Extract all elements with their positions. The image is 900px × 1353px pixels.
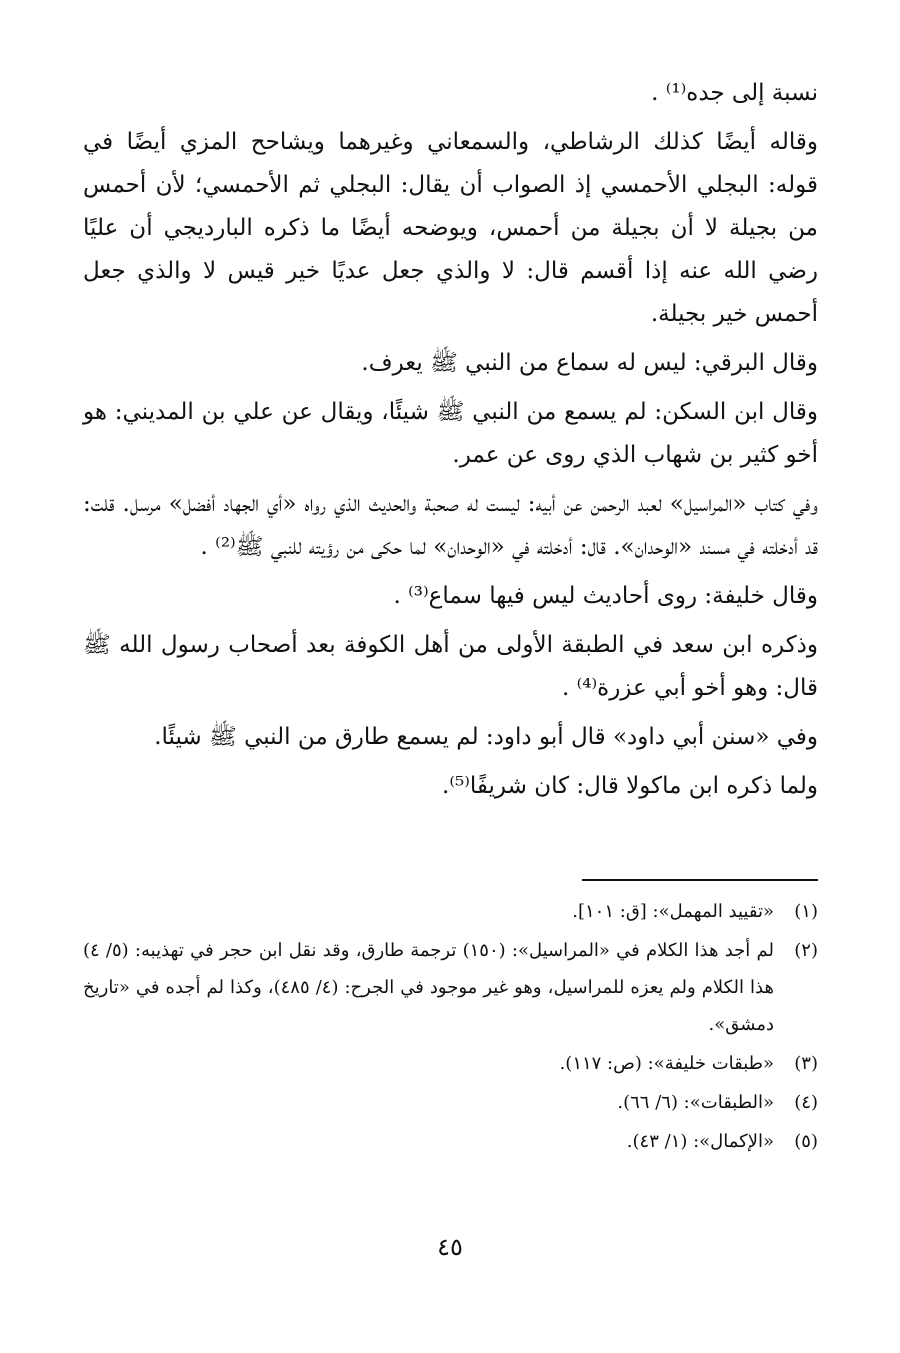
footnote-marker: (١): [794, 901, 818, 922]
footnote-text: «تقييد المهمل»: [ق: ١٠١].: [572, 901, 774, 922]
footnote-text: «طبقات خليفة»: (ص: ١١٧).: [559, 1053, 774, 1074]
footnote-divider: [582, 879, 818, 881]
paragraph-9: ولما ذكره ابن ماكولا قال: كان شريفًا⁽⁵⁾.: [442, 773, 818, 799]
page-number: ٤٥: [437, 1233, 463, 1261]
paragraph-2: وقاله أيضًا كذلك الرشاطي، والسمعاني وغيرهما ويشاحح المزي أيضًا في قوله: البجلي الأحمسي إذ الصواب أن يقال: البجلي ثم الأحمسي؛ لأن أحمس من بجيلة لا أن بجيلة من أحمس، ويوضحه أيضًا ما ذكره الباردیجي أن عليًا رضي الله عنه إذا أقسم قال: لا والذي جعل عديًا خير قيس لا والذي جعل أحمس خير بجيلة.: [83, 129, 818, 327]
footnote-marker: (٢): [794, 940, 818, 961]
paragraph-8: وفي «سنن أبي داود» قال أبو داود: لم يسمع طارق من النبي ﷺ شيئًا.: [154, 724, 818, 750]
footnote-marker: (٤): [794, 1092, 818, 1113]
paragraph-3: وقال البرقي: ليس له سماع من النبي ﷺ يعرف.: [361, 350, 818, 376]
footnote-text: «الطبقات»: (٦/ ٦٦).: [617, 1092, 774, 1113]
footnote-1: [83, 893, 818, 930]
footnote-marker: (٣): [794, 1053, 818, 1074]
paragraph-6: وقال خليفة: روى أحاديث ليس فيها سماع⁽³⁾ .: [393, 583, 818, 609]
paragraph-7: وذكره ابن سعد في الطبقة الأولى من أهل الكوفة بعد أصحاب رسول الله ﷺ قال: وهو أخو أبي عزرة⁽⁴⁾ .: [83, 632, 818, 701]
footnotes-section: [83, 893, 818, 1162]
paragraph-1: نسبة إلى جده⁽¹⁾ .: [651, 80, 818, 106]
main-text-body: [83, 72, 818, 814]
footnote-text: لم أجد هذا الكلام في «المراسيل»: (١٥٠) ترجمة طارق، وقد نقل ابن حجر في تهذيبه: (٥/ ٤) هذا الكلام ولم يعزه للمراسيل، وهو غير موجود في الجرح: (٤/ ٤٨٥)، وكذا لم أجده في «تاريخ دمشق».: [83, 940, 774, 1035]
footnote-marker: (٥): [794, 1131, 818, 1152]
paragraph-4: وقال ابن السكن: لم يسمع من النبي ﷺ شيئًا، ويقال عن علي بن المديني: هو أخو كثير بن شهاب الذي روى عن عمر.: [83, 399, 818, 468]
footnote-text: «الإكمال»: (١/ ٤٣).: [626, 1131, 774, 1152]
footnote-4: [83, 1084, 818, 1121]
footnote-3: [83, 1045, 818, 1082]
footnote-5: [83, 1123, 818, 1160]
footnote-2: [83, 932, 818, 1043]
paragraph-5: وفي كتاب «المراسيل» لعبد الرحمن عن أبيه: ليست له صحبة والحديث الذي رواه «أي الجهاد أفضل» مرسل. قلت: قد أدخلته في مسند «الوحدان». قال: أدخلته في «الوحدان» لما حكى من رؤيته للنبي ﷺ⁽²⁾ .: [83, 491, 818, 560]
